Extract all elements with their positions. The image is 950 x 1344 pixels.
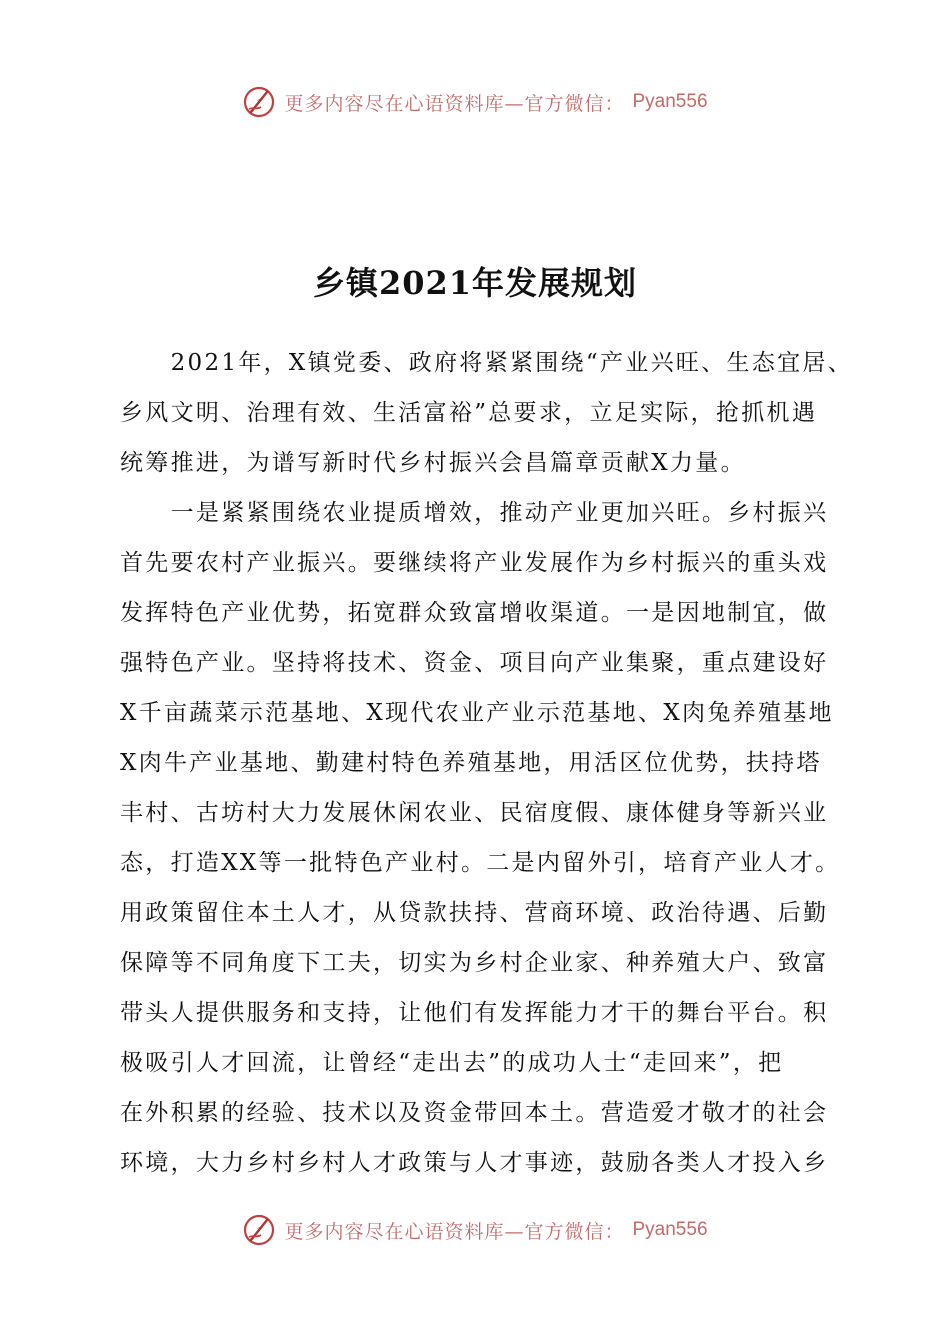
- body-line: 发挥特色产业优势，拓宽群众致富增收渠道。一是因地制宜，做: [120, 600, 829, 626]
- body-line: X肉牛产业基地、勤建村特色养殖基地，用活区位优势，扶持塔: [120, 750, 822, 776]
- quill-logo-icon: [242, 1213, 276, 1247]
- watermark-wechat-id: Pyan556: [632, 1219, 708, 1240]
- body-line: X千亩蔬菜示范基地、X现代农业产业示范基地、X肉兔养殖基地: [120, 700, 834, 726]
- document-title: 乡镇2021年发展规划: [312, 264, 638, 302]
- document-body: [120, 338, 853, 1188]
- body-line: 强特色产业。坚持将技术、资金、项目向产业集聚，重点建设好: [120, 650, 829, 676]
- watermark-text: 更多内容尽在心语资料库—官方微信：: [284, 1220, 625, 1243]
- body-line: 环境，大力乡村乡村人才政策与人才事迹，鼓励各类人才投入乡: [120, 1150, 829, 1176]
- body-line: 一是紧紧围绕农业提质增效，推动产业更加兴旺。乡村振兴: [120, 500, 829, 526]
- body-line: 用政策留住本土人才，从贷款扶持、营商环境、政治待遇、后勤: [120, 900, 829, 926]
- body-line: 态，打造XX等一批特色产业村。二是内留外引，培育产业人才。: [120, 850, 841, 876]
- body-line: 乡风文明、治理有效、生活富裕”总要求，立足实际，抢抓机遇: [120, 400, 818, 426]
- watermark-wechat-id: Pyan556: [632, 91, 708, 112]
- body-line: 丰村、古坊村大力发展休闲农业、民宿度假、康体健身等新兴业: [120, 800, 829, 826]
- watermark-text: 更多内容尽在心语资料库—官方微信：: [284, 92, 625, 115]
- body-line: 在外积累的经验、技术以及资金带回本土。营造爱才敬才的社会: [120, 1100, 829, 1126]
- quill-logo-icon: [242, 85, 276, 119]
- body-line: 2021年，X镇党委、政府将紧紧围绕“产业兴旺、生态宜居、: [120, 350, 853, 376]
- body-line: 极吸引人才回流，让曾经“走出去”的成功人士“走回来”，把: [120, 1050, 784, 1076]
- header-watermark: [0, 82, 950, 122]
- footer-watermark: [0, 1210, 950, 1250]
- body-line: 保障等不同角度下工夫，切实为乡村企业家、种养殖大户、致富: [120, 950, 829, 976]
- body-line: 首先要农村产业振兴。要继续将产业发展作为乡村振兴的重头戏: [120, 550, 829, 576]
- body-line: 带头人提供服务和支持，让他们有发挥能力才干的舞台平台。积: [120, 1000, 829, 1026]
- body-line: 统筹推进，为谱写新时代乡村振兴会昌篇章贡献X力量。: [120, 450, 746, 476]
